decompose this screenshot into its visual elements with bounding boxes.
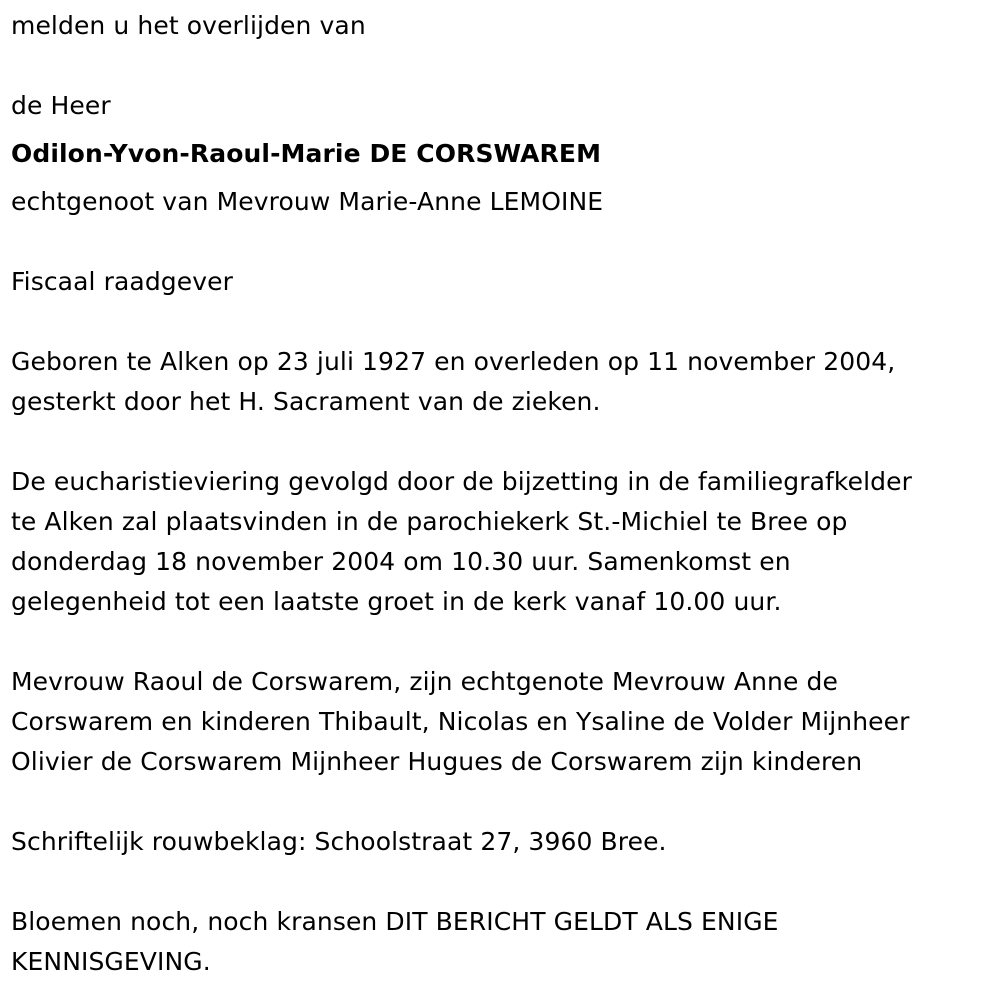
family-line-3: Olivier de Corswarem Mijnheer Hugues de Corswarem zijn kinderen	[11, 747, 863, 776]
family-line-1: Mevrouw Raoul de Corswarem, zijn echtgenote Mevrouw Anne de	[11, 667, 838, 696]
family-line-2: Corswarem en kinderen Thibault, Nicolas en Ysaline de Volder Mijnheer	[11, 707, 910, 736]
ceremony-line-2: te Alken zal plaatsvinden in de parochiekerk St.-Michiel te Bree op	[11, 507, 848, 536]
ceremony-line-3: donderdag 18 november 2004 om 10.30 uur. Samenkomst en	[11, 547, 791, 576]
closing-line-2: KENNISGEVING.	[11, 947, 211, 976]
honorific-text: de Heer	[11, 91, 111, 120]
ceremony-line-1: De eucharistieviering gevolgd door de bijzetting in de familiegrafkelder	[11, 467, 912, 496]
spouse-line: echtgenoot van Mevrouw Marie-Anne LEMOINE	[11, 187, 604, 216]
profession-text: Fiscaal raadgever	[11, 267, 234, 296]
condolence-address: Schriftelijk rouwbeklag: Schoolstraat 27, 3960 Bree.	[11, 827, 667, 856]
deceased-name: Odilon-Yvon-Raoul-Marie DE CORSWAREM	[11, 139, 602, 168]
ceremony-line-4: gelegenheid tot een laatste groet in de kerk vanaf 10.00 uur.	[11, 587, 782, 616]
birth-death-line-2: gesterkt door het H. Sacrament van de zieken.	[11, 387, 601, 416]
closing-line-1: Bloemen noch, noch kransen DIT BERICHT GELDT ALS ENIGE	[11, 907, 779, 936]
birth-death-line-1: Geboren te Alken op 23 juli 1927 en overleden op 11 november 2004,	[11, 347, 896, 376]
intro-text: melden u het overlijden van	[11, 11, 366, 40]
